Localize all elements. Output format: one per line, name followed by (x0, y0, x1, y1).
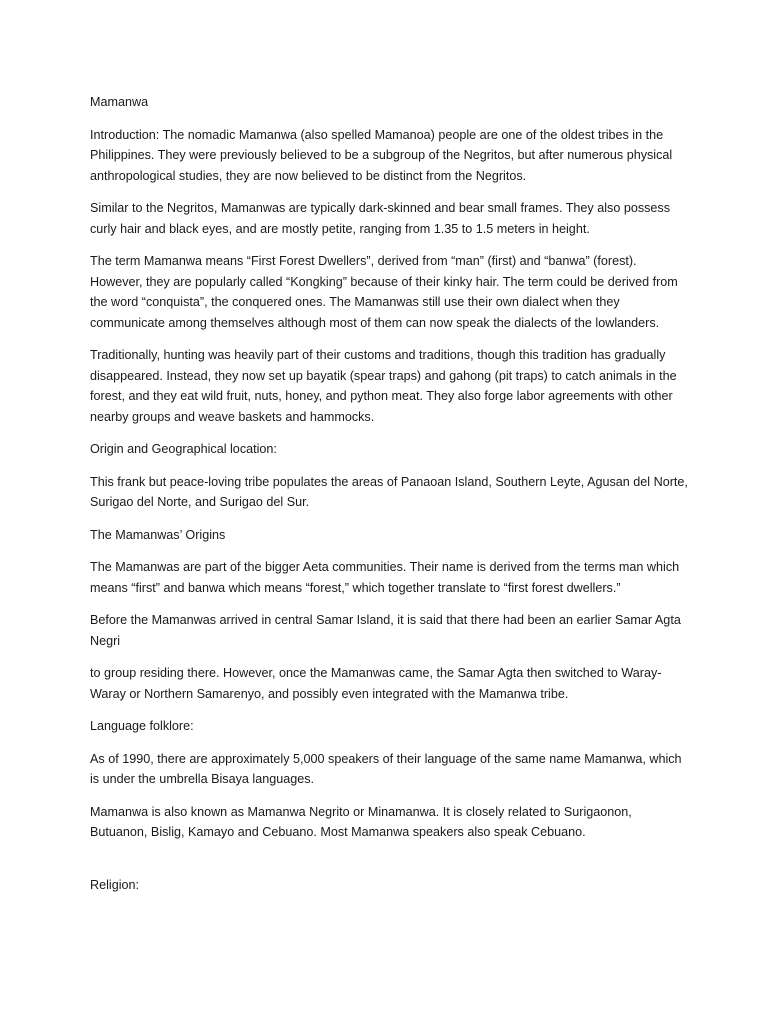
heading-language-folklore: Language folklore: (90, 719, 194, 733)
document-title: Mamanwa (90, 95, 149, 109)
paragraph-term-meaning: The term Mamanwa means “First Forest Dwellers”, derived from “man” (first) and “banwa” (forest). However, they are popularly called “Kongking” because of their kinky hair. The term could be derived from the word “conquista”, the conquered ones. The Mamanwas still use their own dialect when they communicate among themselves although most of them can now speak the dialects of the lowlanders. (90, 254, 678, 330)
heading-origins: The Mamanwas’ Origins (90, 527, 226, 542)
document-body (90, 92, 690, 907)
heading-religion: Religion: (90, 877, 140, 892)
paragraph-samar-after: to group residing there. However, once the Mamanwas came, the Samar Agta then switched to Waray-Waray or Northern Samarenyo, and possibly even integrated with the Mamanwa tribe. (90, 666, 662, 701)
paragraph-traditions: Traditionally, hunting was heavily part of their customs and traditions, though this tradition has gradually disappeared. Instead, they now set up bayatik (spear traps) and gahong (pit traps) to catch animals in the forest, and they eat wild fruit, nuts, honey, and python meat. They also forge labor agreements with other nearby groups and weave baskets and hammocks. (90, 348, 677, 424)
paragraph-speakers: As of 1990, there are approximately 5,000 speakers of their language of the same name Mamanwa, which is under the umbrella Bisaya languages. (90, 751, 682, 786)
paragraph-physical-traits: Similar to the Negritos, Mamanwas are typically dark-skinned and bear small frames. They also possess curly hair and black eyes, and are mostly petite, ranging from 1.35 to 1.5 meters in height. (90, 201, 671, 236)
paragraph-location: This frank but peace-loving tribe populates the areas of Panaoan Island, Southern Leyte, Agusan del Norte, Surigao del Norte, and Surigao del Sur. (90, 474, 688, 509)
paragraph-related-languages: Mamanwa is also known as Mamanwa Negrito or Minamanwa. It is closely related to Surigaonon, Butuanon, Bislig, Kamayo and Cebuano. Most Mamanwa speakers also speak Cebuano. (90, 804, 632, 839)
paragraph-aeta: The Mamanwas are part of the bigger Aeta communities. Their name is derived from the terms man which means “first” and banwa which means “forest,” which together translate to “first forest dwellers.” (90, 560, 680, 595)
paragraph-introduction: Introduction: The nomadic Mamanwa (also spelled Mamanoa) people are one of the oldest tribes in the Philippines. They were previously believed to be a subgroup of the Negritos, but after numerous physical anthropological studies, they are now believed to be distinct from the Negritos. (90, 127, 673, 183)
paragraph-samar-before: Before the Mamanwas arrived in central Samar Island, it is said that there had been an earlier Samar Agta Negri (90, 613, 681, 648)
heading-origin-location: Origin and Geographical location: (90, 442, 277, 456)
